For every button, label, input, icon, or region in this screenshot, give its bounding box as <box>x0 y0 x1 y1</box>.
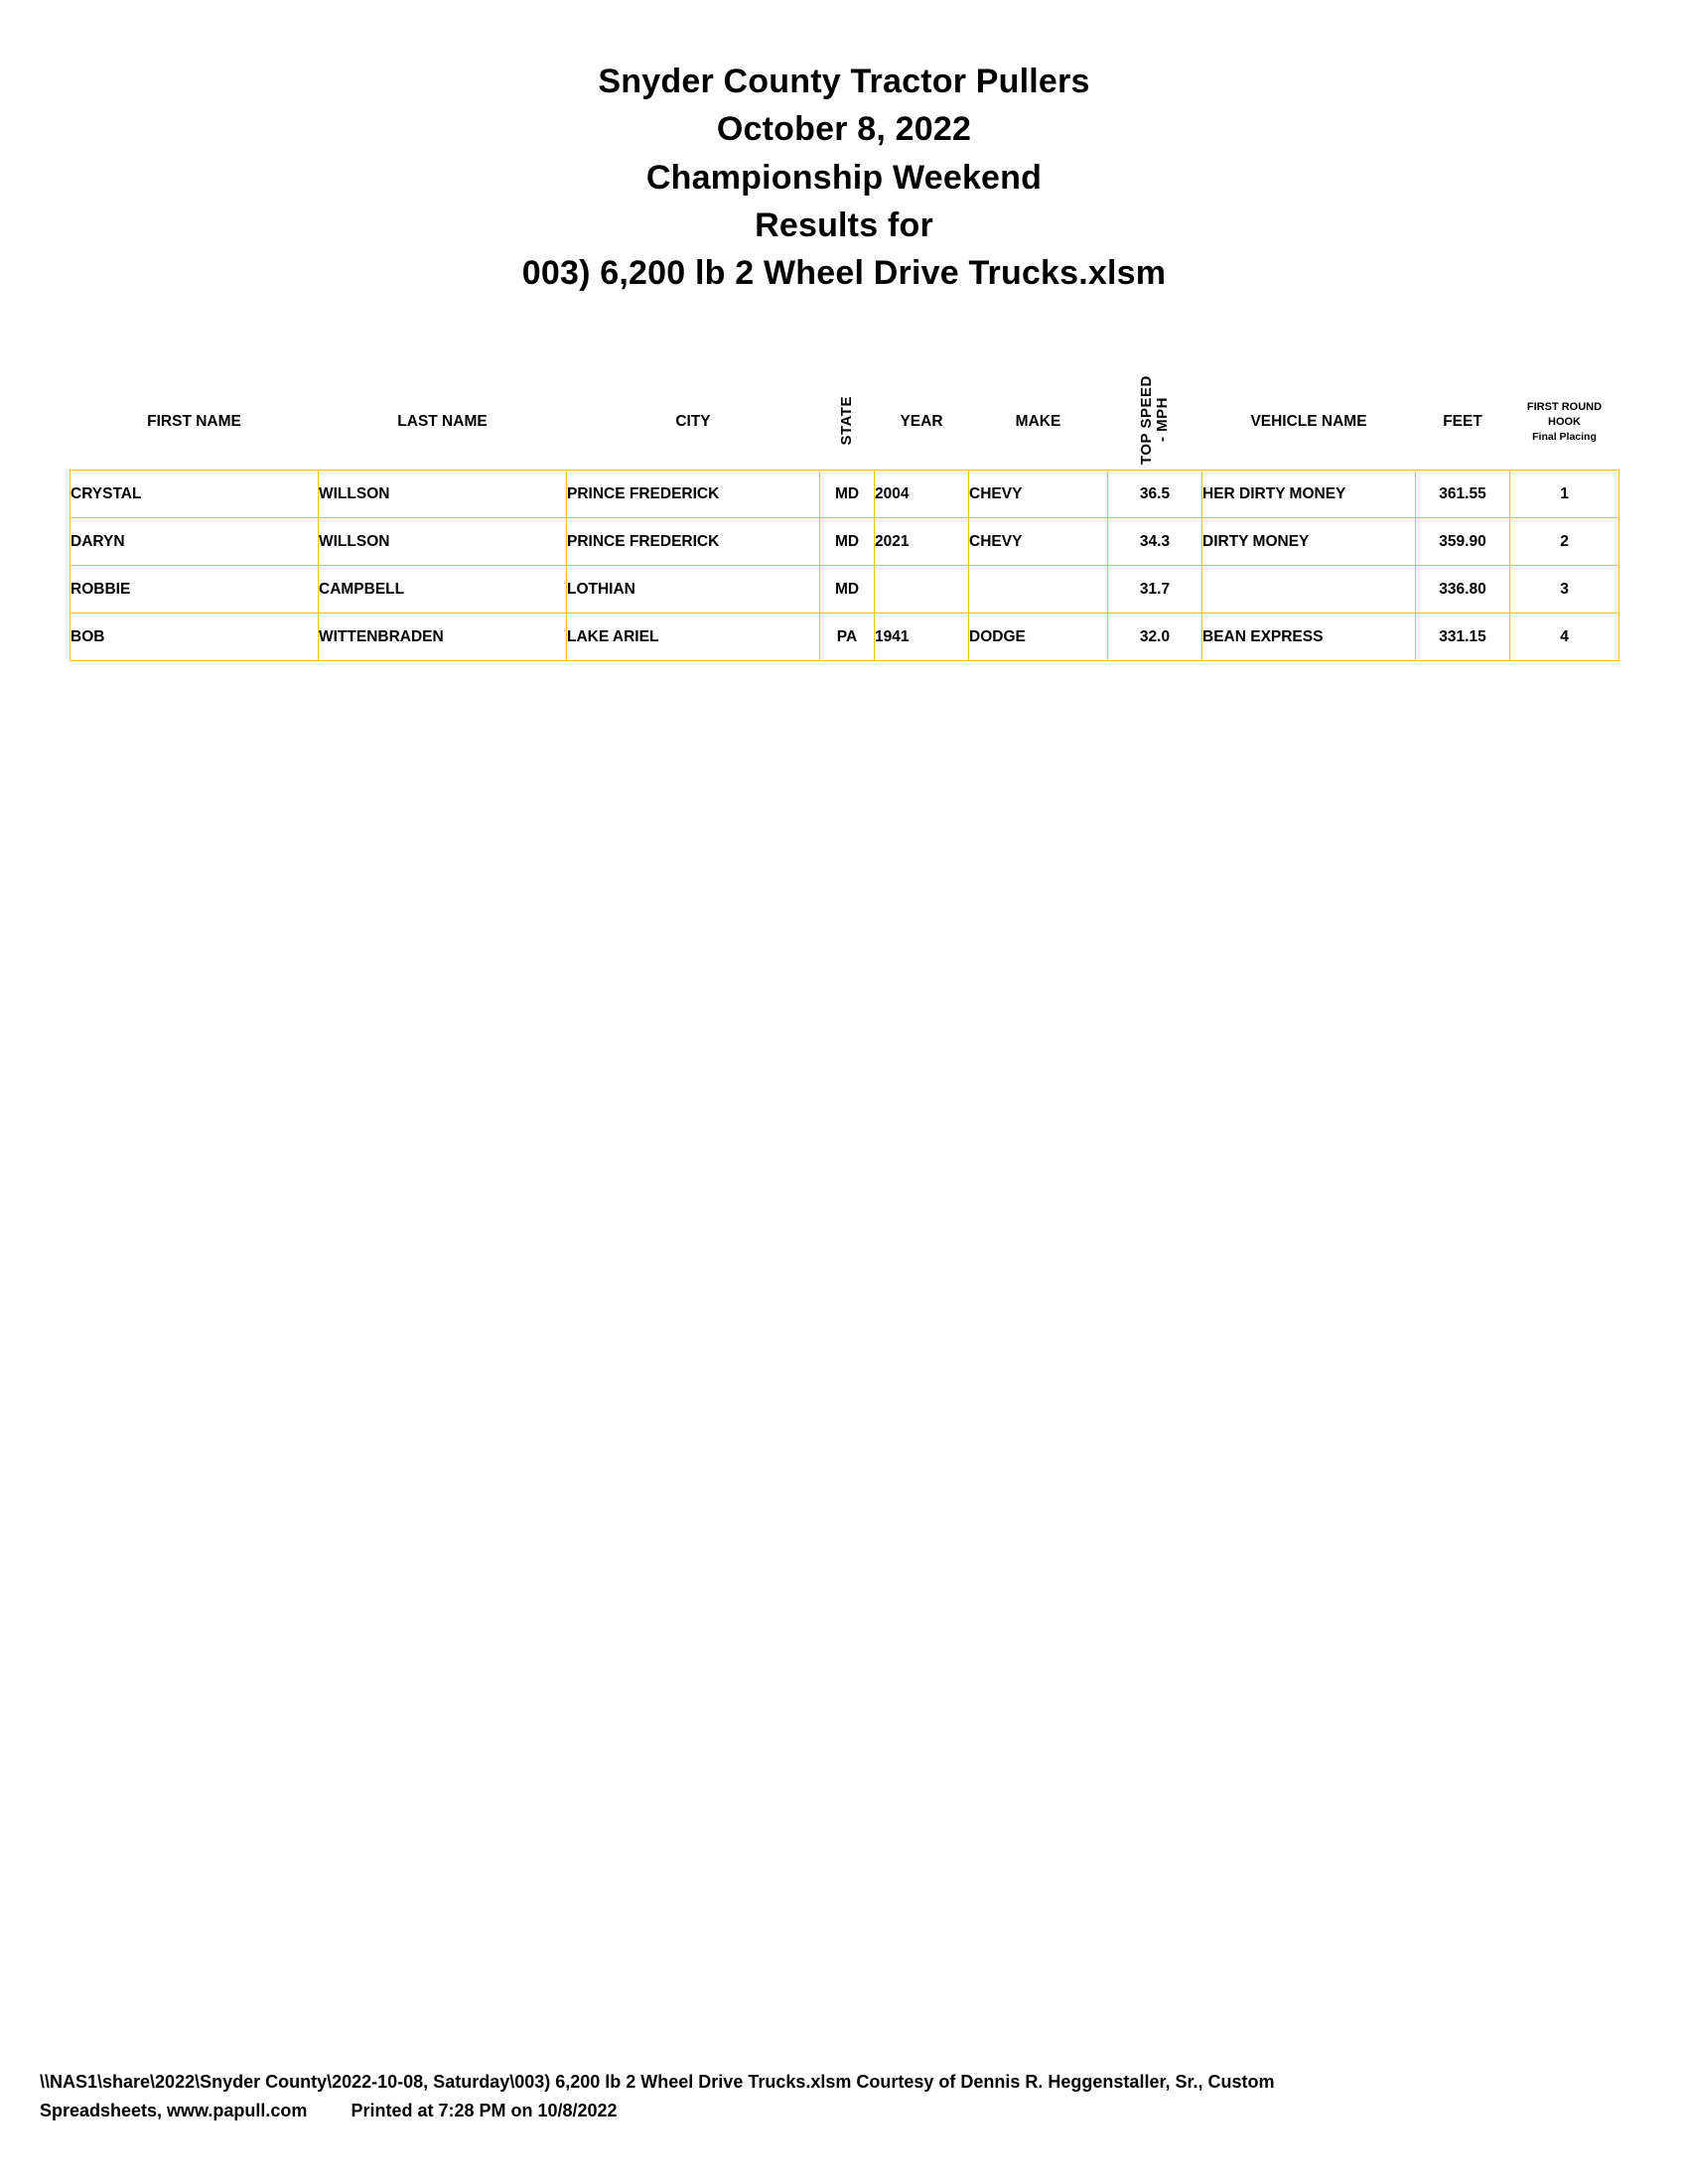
header-line-class-file: 003) 6,200 lb 2 Wheel Drive Trucks.xlsm <box>521 254 1167 293</box>
header-line-date: October 8, 2022 <box>716 110 972 149</box>
cell-last-name: WILLSON <box>319 518 567 566</box>
cell-state: MD <box>820 566 875 614</box>
header-line-weekend: Championship Weekend <box>645 158 1043 197</box>
cell-vehicle-name: HER DIRTY MONEY <box>1202 471 1416 518</box>
cell-top-speed: 36.5 <box>1108 471 1202 518</box>
cell-top-speed: 34.3 <box>1108 518 1202 566</box>
cell-first-name: ROBBIE <box>70 566 319 614</box>
header-line-event: Snyder County Tractor Pullers <box>598 63 1090 100</box>
column-header-first-round: FIRST ROUND <box>1526 401 1603 414</box>
cell-final-placing: 3 <box>1510 566 1619 614</box>
footer-printed: Printed at 7:28 PM on 10/8/2022 <box>351 2101 618 2121</box>
column-header-top-speed-label: TOP SPEED - MPH <box>1138 375 1171 466</box>
cell-city: LAKE ARIEL <box>567 614 820 661</box>
results-table <box>70 374 1619 661</box>
cell-make: CHEVY <box>969 518 1108 566</box>
header-line-results-for: Results for <box>755 205 933 244</box>
table-row <box>70 518 1619 566</box>
column-header-feet: FEET <box>1443 413 1482 431</box>
cell-top-speed: 31.7 <box>1108 566 1202 614</box>
column-header-first-name: FIRST NAME <box>147 413 241 431</box>
cell-year <box>875 566 969 614</box>
column-header-year: YEAR <box>900 413 943 431</box>
cell-first-name: DARYN <box>70 518 319 566</box>
cell-vehicle-name <box>1202 566 1416 614</box>
cell-last-name: WILLSON <box>319 471 567 518</box>
cell-make: DODGE <box>969 614 1108 661</box>
column-header-city: CITY <box>675 413 711 431</box>
results-table-container <box>70 297 1618 661</box>
cell-year: 2021 <box>875 518 969 566</box>
cell-make <box>969 566 1108 614</box>
cell-final-placing: 4 <box>1510 614 1619 661</box>
cell-make: CHEVY <box>969 471 1108 518</box>
column-header-top-speed <box>1108 374 1202 471</box>
column-header-make: MAKE <box>1015 413 1061 431</box>
cell-final-placing: 2 <box>1510 518 1619 566</box>
table-row <box>70 566 1619 614</box>
column-header-last-name: LAST NAME <box>397 413 488 431</box>
footer-path-credit: \\NAS1\share\2022\Snyder County\2022-10-08, Saturday\003) 6,200 lb 2 Wheel Drive Trucks.xlsm Courtesy of Dennis R. Heggenstaller, Sr., Custom <box>40 2071 1275 2092</box>
cell-final-placing: 1 <box>1510 471 1619 518</box>
cell-feet: 361.55 <box>1416 471 1510 518</box>
table-row <box>70 614 1619 661</box>
footer-spreadsheets: Spreadsheets, www.papull.com <box>40 2101 308 2121</box>
cell-vehicle-name: BEAN EXPRESS <box>1202 614 1416 661</box>
document-footer <box>40 2068 1648 2126</box>
column-header-final-placing <box>1510 374 1619 471</box>
cell-year: 1941 <box>875 614 969 661</box>
column-header-vehicle-name: VEHICLE NAME <box>1250 413 1367 431</box>
column-header-final-placing-label: Final Placing <box>1532 431 1597 444</box>
cell-first-name: CRYSTAL <box>70 471 319 518</box>
table-header-row <box>70 374 1619 471</box>
cell-state: PA <box>820 614 875 661</box>
column-header-state-label: STATE <box>838 395 856 446</box>
cell-last-name: WITTENBRADEN <box>319 614 567 661</box>
cell-feet: 359.90 <box>1416 518 1510 566</box>
column-header-state <box>820 374 875 471</box>
cell-last-name: CAMPBELL <box>319 566 567 614</box>
cell-state: MD <box>820 471 875 518</box>
cell-city: PRINCE FREDERICK <box>567 518 820 566</box>
cell-first-name: BOB <box>70 614 319 661</box>
cell-city: LOTHIAN <box>567 566 820 614</box>
cell-year: 2004 <box>875 471 969 518</box>
document-header <box>0 0 1688 297</box>
cell-top-speed: 32.0 <box>1108 614 1202 661</box>
column-header-hook: HOOK <box>1548 416 1581 429</box>
cell-vehicle-name: DIRTY MONEY <box>1202 518 1416 566</box>
table-row <box>70 471 1619 518</box>
cell-feet: 331.15 <box>1416 614 1510 661</box>
cell-city: PRINCE FREDERICK <box>567 471 820 518</box>
cell-state: MD <box>820 518 875 566</box>
cell-feet: 336.80 <box>1416 566 1510 614</box>
